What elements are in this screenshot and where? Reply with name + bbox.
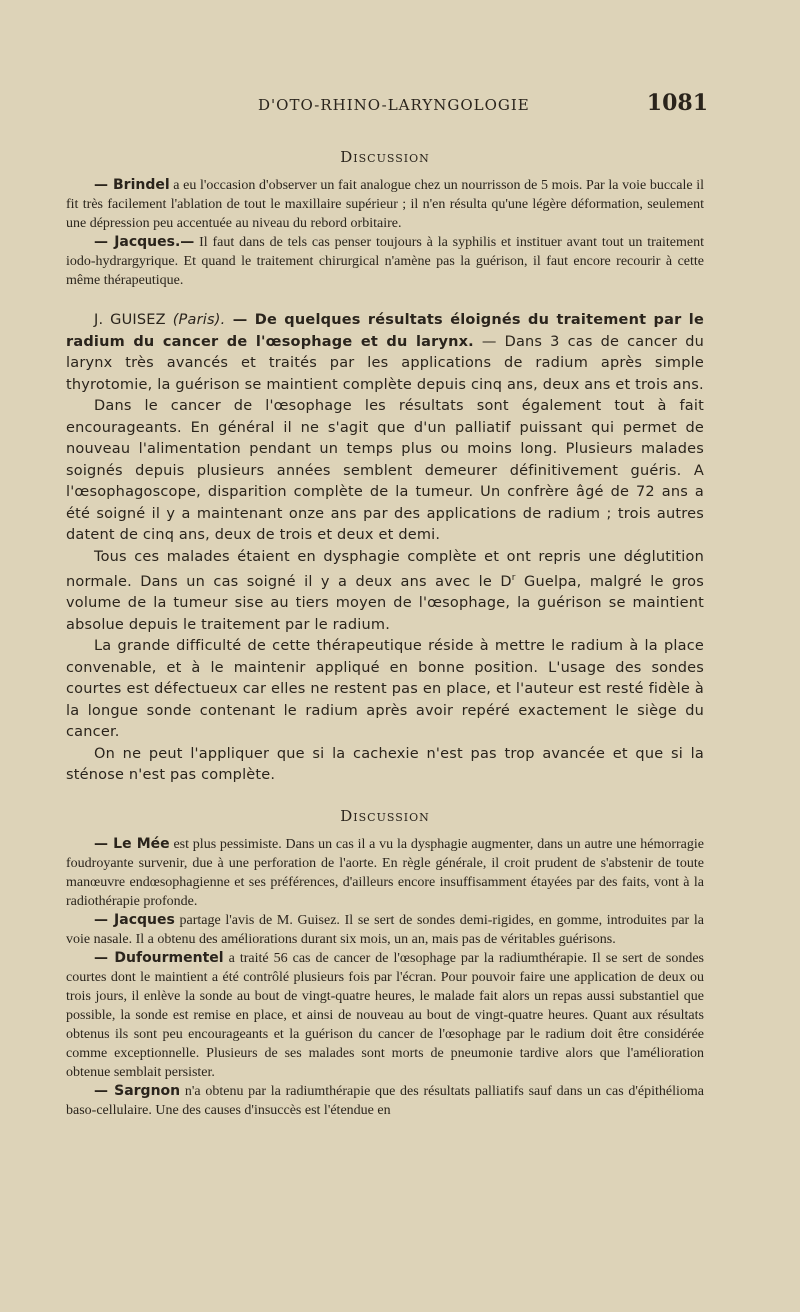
- paper-intro: — Dans 3 cas de cancer du larynx très avancés et traités par les applications de radium après simple thyrotomie, la guérison se maintient complète depuis cinq ans, deux ans et trois ans.: [66, 333, 704, 393]
- page-number: 1081: [646, 90, 708, 116]
- paper-title: — De quelques résultats éloignés du traitement par le radium du cancer de l'œsophage et du larynx.: [66, 312, 704, 350]
- speaker-name: — Brindel: [94, 177, 170, 193]
- paper-paragraph: Dans le cancer de l'œsophage les résultats sont également tout à fait encourageants. En général il ne s'agit que d'un palliatif puissant qui permet de nouveau l'alimentation pendant un temps plus ou moins long. Plusieurs malades soignés depuis plusieurs années semblent demeurer définitivement guéris. A l'œsophagoscope, disparition complète de la tumeur. Un confrère âgé de 72 ans a été soigné il y a maintenant onze ans par des applications de radium ; trois autres datent de cinq ans, deux de trois et deux et demi.: [66, 398, 704, 543]
- paper-author: J. GUISEZ: [94, 312, 166, 328]
- paragraph-text: partage l'avis de M. Guisez. Il se sert de sondes demi-rigides, en gomme, introduites par la voie nasale. Il a obtenu des améliorations durant six mois, un an, mais pas de véritables guérisons.: [66, 912, 704, 947]
- discussion-paragraph: [66, 835, 704, 911]
- discussion-paragraph: [66, 176, 704, 233]
- paragraph-text: a eu l'occasion d'observer un fait analogue chez un nourrisson de 5 mois. Par la voie buccale il fit très facilement l'ablation de tout le maxillaire supérieur ; il n'en résulta qu'une légère déformation, seulement une dépression peu accentuée au niveau du rebord orbitaire.: [66, 178, 704, 231]
- speaker-name: — Jacques.—: [94, 234, 195, 250]
- speaker-name: — Dufourmentel: [94, 949, 224, 966]
- discussion-paragraph: [66, 911, 704, 949]
- dr-superscript: r: [511, 573, 516, 583]
- discussion-paragraph: [66, 1082, 704, 1120]
- paragraph-text: Il faut dans de tels cas penser toujours à la syphilis et instituer avant tout un traitement iodo-hydrargyrique. Et quand le traitement chirurgical n'amène pas la guérison, il faut encore recourir à cette même thérapeutique.: [66, 235, 705, 288]
- paragraph-text: a traité 56 cas de cancer de l'œsophage par la radiumthérapie. Il se sert de sondes courtes dont le maintient a été contrôlé plusieurs fois par l'écran. Pour pouvoir faire une application de deux ou trois jours, il enlève la sonde au bout de vingt-quatre heures, le malade fait alors un repas aussi substantiel que possible, la sonde est remise en place, et ainsi de nouveau au bout de vingt-quatre heures. Quant aux résultats obtenus ils sont peu encourageants et la guérison du cancer de l'œsophage par le radium doit être considérée comme exceptionnelle. Plusieurs de ses malades sont morts de pneumonie tardive alors que l'amélioration obtenue semblait persister.: [66, 950, 704, 1080]
- discussion-heading: Discussion: [340, 148, 430, 166]
- speaker-name: — Le Mée: [94, 835, 170, 852]
- paper-paragraph: [66, 547, 704, 637]
- discussion-section-1: [66, 146, 704, 290]
- discussion-heading: Discussion: [340, 806, 430, 825]
- discussion-section-2: [66, 805, 704, 1120]
- speaker-name: — Sargnon: [94, 1082, 181, 1099]
- discussion-paragraph: [66, 949, 704, 1082]
- page-content: [66, 146, 704, 1120]
- paper-paragraph: La grande difficulté de cette thérapeutique réside à mettre le radium à la place convenable, et à le maintenir appliqué en bonne position. L'usage des sondes courtes est défectueux car elles ne restent pas en place, et l'auteur est resté fidèle à la longue sonde contenant le radium après avoir repéré exactement le siège du cancer.: [66, 638, 704, 741]
- paper-paragraph: On ne peut l'appliquer que si la cachexie n'est pas trop avancée et que si la sténose n'est pas complète.: [66, 745, 704, 784]
- paper-section: [66, 310, 704, 787]
- paper-title-paragraph: [66, 310, 704, 396]
- page-header: [258, 92, 708, 122]
- paragraph-text: Guelpa, malgré le gros volume de la tumeur sise au tiers moyen de l'œsophage, la guérison se maintient absolue depuis le traitement par le radium.: [66, 573, 704, 633]
- speaker-name: — Jacques: [94, 911, 175, 928]
- paragraph-text: est plus pessimiste. Dans un cas il a vu la dysphagie augmenter, dans un autre une hémorragie foudroyante survenir, due à une perforation de l'aorte. En règle générale, il croit prudent de s'abstenir de toute manœuvre endœsophagienne et ses préférences, d'ailleurs encore insuffisamment étayées par des faits, vont à la radiothérapie profonde.: [66, 836, 704, 909]
- discussion-paragraph: [66, 233, 704, 290]
- paper-city: (Paris).: [172, 312, 226, 328]
- paragraph-text: n'a obtenu par la radiumthérapie que des résultats palliatifs sauf dans un cas d'épithélioma baso-cellulaire. Une des causes d'insuccès est l'étendue en: [66, 1083, 704, 1118]
- paragraph-text: Tous ces malades étaient en dysphagie complète et ont repris une déglutition normale. Dans un cas soigné il y a deux ans avec le D: [66, 548, 704, 590]
- running-title: D'OTO-RHINO-LARYNGOLOGIE: [258, 96, 530, 114]
